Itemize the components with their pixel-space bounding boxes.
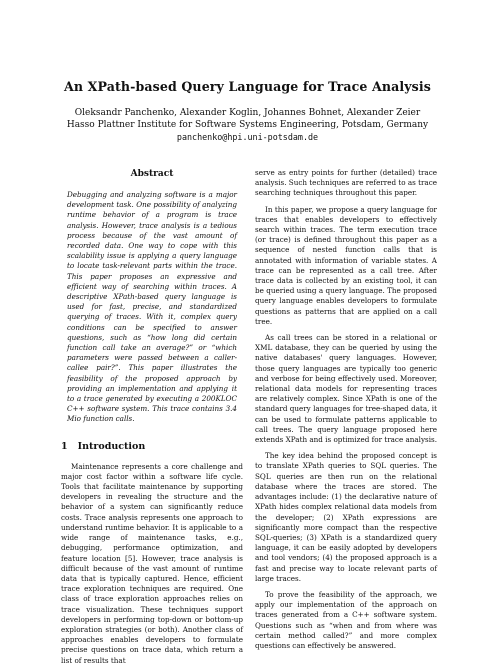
section-number: 1 (61, 440, 68, 452)
intro-paragraph-4: The key idea behind the proposed concept is to translate XPath queries to SQL queries. The SQL queries are then run on the relational database where the traces are stored. The advantages include: (1) the declarative nature of XPath hides complex relational data models from the developer; (2) XPath expressions are significantly more compact than the respective SQL-queries; (3) XPath is a standardized query language, it can be easily adopted by developers and tool vendors; (4) the proposed approach is a fast and precise way to locate relevant parts of large traces. (255, 451, 437, 583)
paper-title: An XPath-based Query Language for Trace Analysis (64, 79, 431, 94)
intro-paragraph-5: To prove the feasibility of the approach, we apply our implementation of the approach on traces generated from a C++ software system. Questions such as “when and from where was certain method called?” and more complex questions can effectively be answered. (255, 589, 437, 650)
abstract-heading: Abstract (130, 169, 174, 179)
section-heading-introduction (61, 441, 243, 453)
right-column (255, 168, 437, 657)
section-title: Introduction (77, 440, 146, 452)
intro-paragraph-2: In this paper, we propose a query language for traces that enables developers to effectively search within traces. The term execution trace (or trace) is defined throughout this paper as a sequence of nested function calls that is annotated with information of variable states. A trace can be represented as a call tree. After trace data is collected by an existing tool, it can be queried using a query language. The proposed query language enables developers to formulate questions as patterns that are applied on a call tree. (255, 204, 437, 326)
intro-paragraph-3: As call trees can be stored in a relational or XML database, they can be queried by using the native databases' query languages. However, those query languages are typically too generic and verbose for being effectively used. Moreover, relational data models for representing traces are relatively complex. Since XPath is one of the standard query languages for tree-shaped data, it can be used to formulate patterns applicable to call trees. The query language proposed here extends XPath and is optimized for trace analysis. (255, 333, 437, 445)
author-email: panchenko@hpi.uni-potsdam.de (176, 132, 319, 142)
author-block (0, 107, 495, 143)
left-column (61, 168, 243, 672)
intro-continuation: serve as entry points for further (detailed) trace analysis. Such techniques are referred to as trace searching techniques throughout this paper. (255, 168, 437, 198)
intro-paragraph-1: Maintenance represents a core challenge and major cost factor within a software life cycle. Tools that facilitate maintenance by supporting developers in revealing the structure and the behavior of a system can significantly reduce costs. Trace analysis represents one approach to understand runtime behavior. It is applicable to a wide range of maintenance tasks, e.g., debugging, performance optimization, and feature location [5]. However, trace analysis is difficult because of the vast amount of runtime data that is typically captured. Hence, efficient trace exploration techniques are required. One class of trace exploration approaches relies on trace visualization. These techniques support developers in performing top-down or bottom-up exploration strategies (or both). Another class of approaches enables developers to formulate precise questions on trace data, which return a list of results that (61, 461, 243, 665)
abstract-text: Debugging and analyzing software is a major development task. One possibility of analyzing runtime behavior of a program is trace analysis. However, trace analysis is a tedious process because of the vast amount of recorded data. One way to cope with this scalability issue is applying a query language to locate task-relevant parts within the trace. This paper proposes an expressive and efficient way of searching within traces. A descriptive XPath-based query language is used for fast, precise, and standardized querying of traces. With it, complex query conditions can be specified to answer questions, such as “how long did certain function call take an average?” or “which parameters were passed between a caller-callee pair?”. This paper illustrates the feasibility of the proposed approach by providing an implementation and applying it to a trace generated by executing a 200KLOC C++ software system. This trace contains 3.4 Mio function calls. (67, 190, 237, 424)
author-names: Oleksandr Panchenko, Alexander Koglin, Johannes Bohnet, Alexander Zeier (74, 108, 421, 118)
affiliation: Hasso Plattner Institute for Software Systems Engineering, Potsdam, Germany (66, 120, 429, 130)
